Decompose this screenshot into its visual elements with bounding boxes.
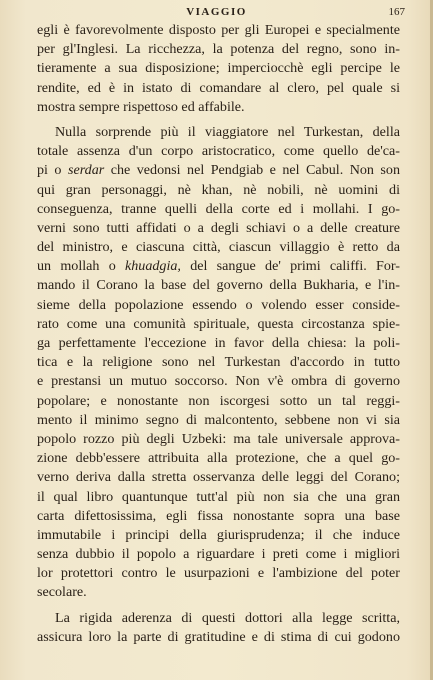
paragraph [37, 21, 400, 117]
text-line: sieme della popolazione essendo o volendo esser conside- [37, 296, 400, 313]
italic-term: khuadgia, [124, 258, 181, 275]
text-line: un mollah o khuadgia, del sangue de' primi califfi. For- [37, 258, 400, 275]
text-line: zione debb'essere attribuita alla protezione, che a quel go- [37, 450, 400, 467]
text-line: egli è favorevolmente disposto per gli Europei e specialmente [37, 22, 400, 38]
text-line: senza dubbio il popolo a riguardare i preti come i migliori [37, 546, 400, 563]
text-line: verni sono tutti affidati o a degli schiavi o a delle creature [37, 219, 400, 236]
body-text [37, 21, 400, 647]
text-line: del ministro, e ciascuna città, ciascun villaggio è retto da [37, 239, 400, 256]
text-line: mando il Corano la base del governo della Bukharia, e l'in- [37, 277, 400, 294]
text-line: conseguenza, tranne quelli della corte ed i mollahi. I go- [37, 200, 400, 217]
text-line: popolare; e nonostante non iscorgesi sotto un tal reggi- [37, 392, 400, 409]
text-line: tieramente a sua disposizione; imperciocchè egli percipe le [37, 60, 400, 77]
text-line: rato come una comunità spirituale, questa circostanza spie- [37, 315, 400, 332]
text-line: mento il minimo segno di malcontento, sebbene non vi sia [37, 411, 400, 428]
text-line: immutabile i principi della giurisprudenza; il che induce [37, 526, 400, 543]
text-line: per gl'Inglesi. La ricchezza, la potenza del regno, sono in- [37, 41, 400, 58]
text-line: assicura loro la parte di gratitudine e di stima di cui godono [37, 628, 400, 645]
running-head: VIAGGIO [186, 6, 247, 18]
text-line: secolare. [37, 584, 87, 601]
text-line: il qual libro quantunque tutt'al più non sia che una gran [37, 488, 400, 505]
text-line: popolo rozzo più degli Uzbeki: ma tale universale approva- [37, 430, 400, 447]
paragraph [37, 123, 400, 603]
text-line: ga perfettamente l'eccezione in favor della chiesa: la poli- [37, 335, 400, 351]
page-header [0, 6, 433, 22]
text-line: La rigida aderenza di questi dottori alla legge scritta, [55, 609, 400, 626]
text-line: lor protettori contro le usurpazioni e l'ambizione del poter [37, 565, 400, 582]
italic-term: serdar [67, 162, 105, 179]
text-line: totale assenza d'un corpo aristocratico, come quello de'ca- [37, 143, 400, 160]
text-line: e prestansi un mutuo soccorso. Non v'è ombra di governo [37, 373, 400, 390]
text-line: pi o serdar che vedonsi nel Pendgiab e nel Cabul. Non son [37, 162, 401, 179]
page-number: 167 [388, 6, 405, 18]
text-line: verno deriva dalla stretta osservanza delle leggi del Corano; [37, 469, 400, 486]
text-line: mostra sempre rispettoso ed affabile. [37, 98, 245, 115]
text-line: carta difettosissima, egli fissa nonostante sopra una base [37, 507, 400, 524]
text-line: qui gran personaggi, nè khan, nè nobili, nè uomini di [37, 181, 400, 198]
text-line: rendite, ed è in istato di comandare al clero, pel quale si [37, 79, 400, 96]
text-line: tica e la religione sono nel Turkestan d'accordo in tutto [37, 354, 400, 371]
paragraph [37, 609, 400, 647]
text-line: Nulla sorprende più il viaggiatore nel Turkestan, della [55, 123, 400, 140]
